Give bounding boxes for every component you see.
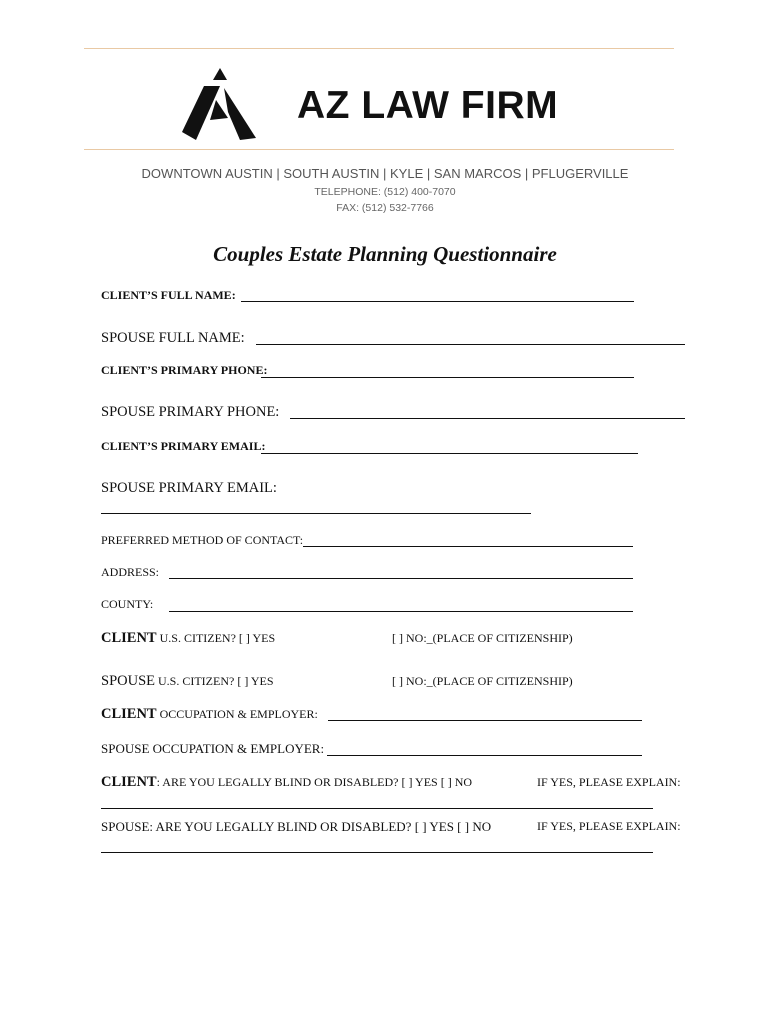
address-label: ADDRESS: [101,565,160,579]
form-title: Couples Estate Planning Questionnaire [213,242,557,266]
spouse-disabled-explain-field[interactable] [101,852,653,853]
telephone: TELEPHONE: (512) 400-7070 [314,186,456,198]
client-disabled-question [101,774,472,790]
client-primary-phone-field[interactable] [261,377,634,378]
client-disabled-explain-label: IF YES, PLEASE EXPLAIN: [537,775,681,789]
spouse-citizen-no-option[interactable]: [ ] NO:_(PLACE OF CITIZENSHIP) [392,674,573,688]
header-bottom-rule [84,149,674,150]
client-primary-email-field[interactable] [261,453,638,454]
spouse-primary-email-field[interactable] [101,513,531,514]
client-occupation-field[interactable] [328,720,642,721]
fax: FAX: (512) 532-7766 [336,202,434,214]
header-top-rule [84,48,674,49]
spouse-full-name-label: SPOUSE FULL NAME: [101,330,245,346]
spouse-primary-email-label: SPOUSE PRIMARY EMAIL: [101,480,277,496]
client-disabled-explain-field[interactable] [101,808,653,809]
client-disabled-lead: CLIENT [101,774,157,790]
spouse-citizen-question [101,673,274,689]
firm-logo-icon [180,66,260,142]
preferred-contact-label: PREFERRED METHOD OF CONTACT: [101,533,304,547]
client-citizen-yes-option[interactable]: U.S. CITIZEN? [ ] YES [156,631,276,645]
spouse-primary-phone-label: SPOUSE PRIMARY PHONE: [101,404,280,420]
client-occupation-text: OCCUPATION & EMPLOYER: [156,707,318,721]
spouse-disabled-explain-label: IF YES, PLEASE EXPLAIN: [537,819,681,833]
client-primary-email-label: CLIENT’S PRIMARY EMAIL: [101,439,266,453]
client-full-name-field[interactable] [241,301,634,302]
client-full-name-label: CLIENT’S FULL NAME: [101,288,236,302]
client-citizen-question [101,630,275,646]
spouse-citizen-lead: SPOUSE [101,673,155,689]
spouse-citizen-yes-option[interactable]: U.S. CITIZEN? [ ] YES [155,674,274,688]
client-occupation-label [101,706,318,722]
spouse-primary-phone-field[interactable] [290,418,685,419]
client-occupation-lead: CLIENT [101,706,157,722]
firm-name: AZ LAW FIRM [297,84,559,127]
spouse-occupation-label: SPOUSE OCCUPATION & EMPLOYER: [101,741,325,756]
address-field[interactable] [169,578,633,579]
spouse-occupation-field[interactable] [327,755,642,756]
county-field[interactable] [169,611,633,612]
client-citizen-lead: CLIENT [101,630,157,646]
client-disabled-text[interactable]: : ARE YOU LEGALLY BLIND OR DISABLED? [ ] YES [ ] NO [156,775,473,789]
county-label: COUNTY: [101,597,154,611]
office-locations: DOWNTOWN AUSTIN | SOUTH AUSTIN | KYLE | SAN MARCOS | PFLUGERVILLE [141,166,629,181]
preferred-contact-field[interactable] [303,546,633,547]
client-citizen-no-option[interactable]: [ ] NO:_(PLACE OF CITIZENSHIP) [392,631,573,645]
spouse-full-name-field[interactable] [256,344,685,345]
spouse-disabled-question[interactable]: SPOUSE: ARE YOU LEGALLY BLIND OR DISABLED? [ ] YES [ ] NO [101,819,492,834]
client-primary-phone-label: CLIENT’S PRIMARY PHONE: [101,363,268,377]
